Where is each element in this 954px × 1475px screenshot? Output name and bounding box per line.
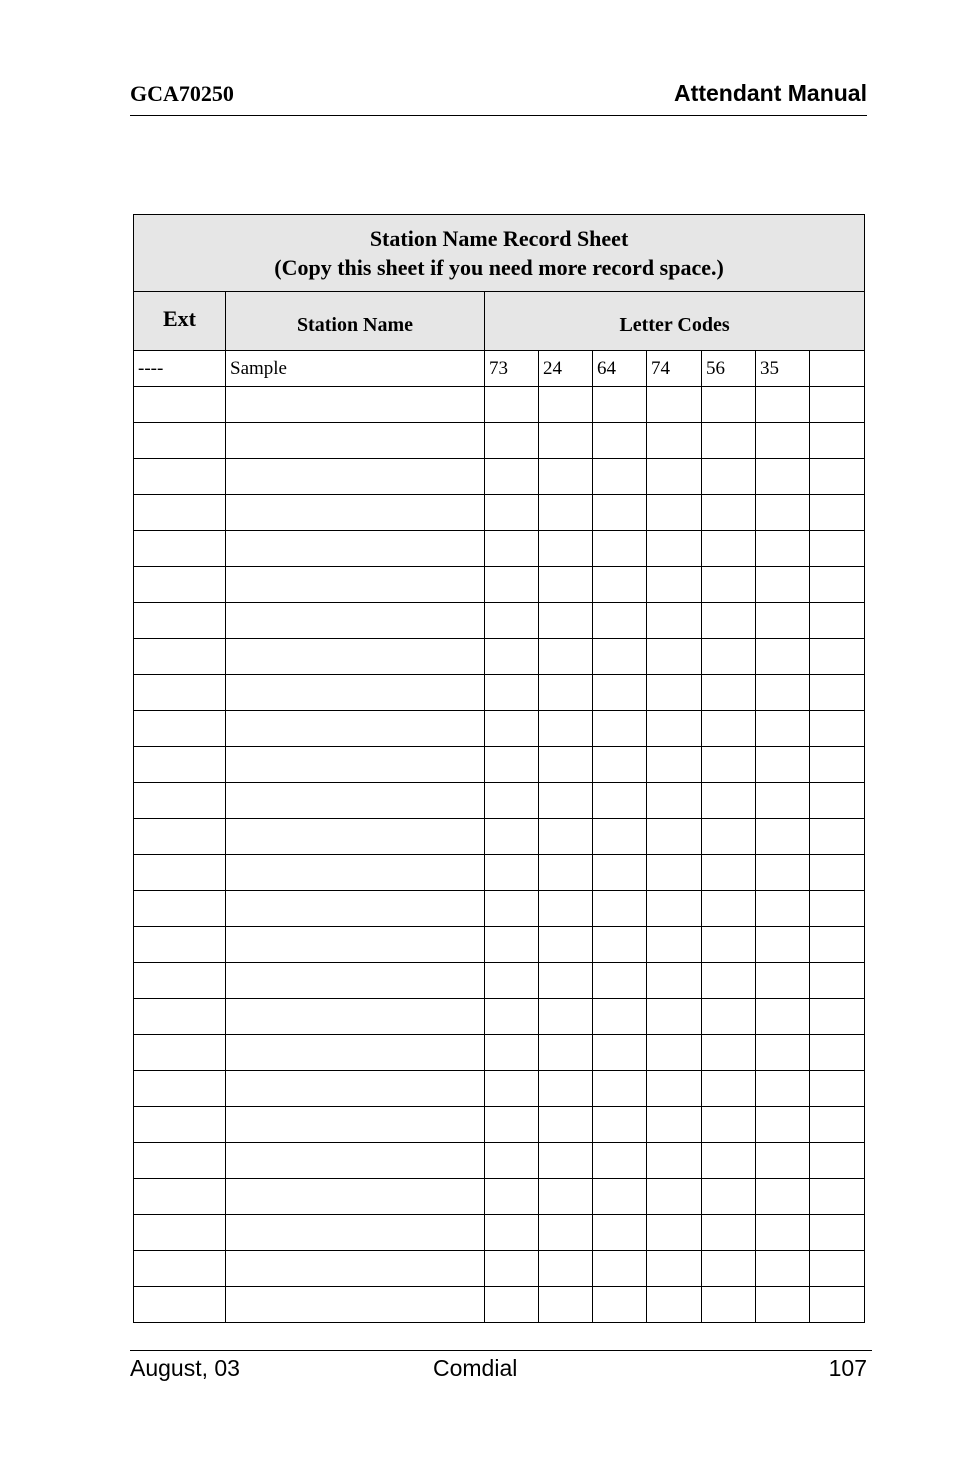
letter-code-cell [647,1215,702,1251]
letter-code-cell [539,1287,593,1323]
page-number: 107 [828,1355,867,1381]
station-name-cell [226,891,485,927]
letter-code-cell [485,1179,539,1215]
letter-code-cell [702,495,756,531]
ext-cell [134,459,226,495]
letter-code-cell [647,423,702,459]
ext-cell [134,819,226,855]
letter-code-cell [485,1035,539,1071]
letter-code-cell [702,855,756,891]
letter-code-cell [647,1035,702,1071]
ext-cell [134,1251,226,1287]
letter-code-cell [810,495,865,531]
letter-code-cell [539,495,593,531]
record-row [134,675,865,711]
station-name-cell [226,1251,485,1287]
letter-code-cell [756,963,810,999]
letter-code-cell [539,711,593,747]
letter-code-cell [647,927,702,963]
letter-code-cell [593,387,647,423]
letter-code-cell [593,495,647,531]
letter-code-cell [647,639,702,675]
letter-code-cell [756,1215,810,1251]
header-divider [130,115,867,116]
letter-code-cell [485,1287,539,1323]
record-row [134,531,865,567]
station-name-cell [226,1179,485,1215]
letter-code-cell [810,891,865,927]
letter-code-cell [593,1071,647,1107]
letter-code-cell [539,819,593,855]
letter-code-cell [539,1215,593,1251]
ext-cell [134,603,226,639]
letter-code-cell [593,639,647,675]
station-name-cell [226,603,485,639]
letter-code-cell [756,1071,810,1107]
record-row [134,1143,865,1179]
letter-code-cell [756,495,810,531]
sample-station-name: Sample [226,351,485,387]
ext-cell [134,1071,226,1107]
ext-cell [134,891,226,927]
letter-code-cell [810,855,865,891]
letter-code-cell [756,927,810,963]
record-row [134,459,865,495]
record-row [134,891,865,927]
letter-code-cell [810,999,865,1035]
letter-code-cell [702,1287,756,1323]
letter-code-cell [593,999,647,1035]
station-name-cell [226,1215,485,1251]
sample-code-2: 24 [539,351,593,387]
record-row [134,747,865,783]
station-name-cell [226,999,485,1035]
letter-code-cell [485,855,539,891]
letter-code-cell [485,747,539,783]
ext-cell [134,495,226,531]
ext-cell [134,387,226,423]
letter-code-cell [593,1251,647,1287]
record-row [134,1215,865,1251]
letter-code-cell [702,783,756,819]
sheet-title-line-2: (Copy this sheet if you need more record space.) [274,255,724,280]
letter-code-cell [756,1287,810,1323]
sample-code-4: 74 [647,351,702,387]
letter-code-cell [647,855,702,891]
letter-code-cell [810,1251,865,1287]
letter-code-cell [647,603,702,639]
station-name-cell [226,495,485,531]
station-name-cell [226,675,485,711]
letter-code-cell [539,531,593,567]
letter-code-cell [810,639,865,675]
station-name-cell [226,819,485,855]
station-name-cell [226,1287,485,1323]
letter-code-cell [810,1035,865,1071]
ext-cell [134,783,226,819]
letter-code-cell [485,387,539,423]
letter-code-cell [756,1035,810,1071]
letter-code-cell [539,1035,593,1071]
letter-code-cell [485,999,539,1035]
letter-code-cell [647,1143,702,1179]
letter-code-cell [810,927,865,963]
letter-code-cell [647,747,702,783]
ext-column-header: Ext [134,292,226,351]
sample-ext: ---- [134,351,226,387]
letter-code-cell [485,675,539,711]
letter-code-cell [810,747,865,783]
letter-code-cell [539,1251,593,1287]
station-name-record-sheet [133,214,865,1323]
letter-code-cell [485,1143,539,1179]
letter-code-cell [485,1215,539,1251]
letter-code-cell [702,1035,756,1071]
sample-code-1: 73 [485,351,539,387]
sheet-title-line-1: Station Name Record Sheet [369,226,629,251]
letter-code-cell [810,1071,865,1107]
letter-code-cell [756,747,810,783]
record-row [134,639,865,675]
letter-code-cell [539,783,593,819]
ext-cell [134,711,226,747]
ext-cell [134,747,226,783]
station-name-cell [226,927,485,963]
station-name-cell [226,855,485,891]
letter-code-cell [485,891,539,927]
letter-code-cell [756,855,810,891]
letter-code-cell [756,711,810,747]
letter-code-cell [756,459,810,495]
letter-code-cell [593,963,647,999]
record-row [134,387,865,423]
sample-code-6: 35 [756,351,810,387]
record-row [134,1179,865,1215]
letter-code-cell [539,1071,593,1107]
letter-code-cell [539,891,593,927]
sample-code-7 [810,351,865,387]
sheet-title [134,215,865,292]
letter-code-cell [702,1179,756,1215]
sample-code-3: 64 [593,351,647,387]
record-row [134,1251,865,1287]
letter-code-cell [756,675,810,711]
letter-code-cell [593,891,647,927]
letter-code-cell [539,567,593,603]
letter-code-cell [647,711,702,747]
letter-code-cell [593,747,647,783]
record-row [134,1035,865,1071]
sample-row [134,351,865,387]
station-name-cell [226,639,485,675]
letter-code-cell [756,819,810,855]
document-code: GCA70250 [130,81,234,106]
letter-code-cell [593,783,647,819]
letter-code-cell [647,1107,702,1143]
letter-code-cell [485,495,539,531]
letter-code-cell [810,1215,865,1251]
letter-code-cell [756,603,810,639]
letter-code-cell [485,459,539,495]
record-row [134,711,865,747]
letter-code-cell [593,531,647,567]
letter-code-cell [593,1107,647,1143]
letter-code-cell [756,567,810,603]
letter-code-cell [810,1179,865,1215]
record-row [134,819,865,855]
ext-cell [134,1215,226,1251]
letter-code-cell [647,783,702,819]
ext-cell [134,1107,226,1143]
letter-code-cell [810,819,865,855]
record-row [134,927,865,963]
letter-code-cell [647,459,702,495]
letter-code-cell [647,495,702,531]
letter-code-cell [702,639,756,675]
ext-cell [134,927,226,963]
letter-code-cell [485,1071,539,1107]
letter-code-cell [702,819,756,855]
letter-code-cell [485,1107,539,1143]
record-row [134,1071,865,1107]
letter-code-cell [647,1251,702,1287]
letter-code-cell [702,711,756,747]
station-name-cell [226,1071,485,1107]
letter-code-cell [593,567,647,603]
letter-code-cell [756,1251,810,1287]
letter-code-cell [756,423,810,459]
ext-cell [134,675,226,711]
ext-cell [134,639,226,675]
letter-code-cell [647,963,702,999]
letter-code-cell [647,1179,702,1215]
letter-code-cell [485,1251,539,1287]
letter-code-cell [485,711,539,747]
letter-code-cell [702,567,756,603]
letter-code-cell [702,963,756,999]
letter-code-cell [485,567,539,603]
letter-code-cell [702,1215,756,1251]
record-row [134,783,865,819]
letter-code-cell [810,675,865,711]
record-row [134,495,865,531]
sample-code-5: 56 [702,351,756,387]
letter-code-cell [539,459,593,495]
letter-code-cell [810,423,865,459]
letter-code-cell [810,1143,865,1179]
letter-code-cell [485,819,539,855]
station-name-cell [226,1035,485,1071]
letter-code-cell [539,1143,593,1179]
letter-code-cell [593,1215,647,1251]
record-row [134,567,865,603]
letter-code-cell [593,1035,647,1071]
letter-code-cell [702,603,756,639]
letter-code-cell [593,675,647,711]
letter-code-cell [702,423,756,459]
letter-code-cell [756,783,810,819]
ext-cell [134,1287,226,1323]
ext-cell [134,567,226,603]
letter-code-cell [593,603,647,639]
letter-code-cell [810,783,865,819]
letter-code-cell [647,675,702,711]
letter-code-cell [702,999,756,1035]
station-name-cell [226,459,485,495]
letter-code-cell [539,855,593,891]
record-row [134,1287,865,1323]
letter-code-cell [702,891,756,927]
ext-cell [134,531,226,567]
letter-code-cell [702,531,756,567]
letter-code-cell [593,855,647,891]
letter-code-cell [810,567,865,603]
letter-code-cell [702,1143,756,1179]
record-row [134,1107,865,1143]
letter-codes-column-header: Letter Codes [485,292,865,351]
letter-code-cell [593,423,647,459]
letter-code-cell [485,603,539,639]
ext-cell [134,855,226,891]
record-row [134,963,865,999]
letter-code-cell [756,999,810,1035]
letter-code-cell [756,639,810,675]
letter-code-cell [485,531,539,567]
footer-divider [130,1350,872,1351]
letter-code-cell [756,1107,810,1143]
station-name-cell [226,1143,485,1179]
letter-code-cell [647,1071,702,1107]
ext-cell [134,963,226,999]
record-row [134,855,865,891]
letter-code-cell [810,711,865,747]
station-name-column-header: Station Name [226,292,485,351]
record-row [134,603,865,639]
ext-cell [134,1179,226,1215]
record-row [134,999,865,1035]
letter-code-cell [810,963,865,999]
letter-code-cell [593,927,647,963]
letter-code-cell [702,675,756,711]
letter-code-cell [485,423,539,459]
letter-code-cell [539,927,593,963]
footer-company: Comdial [433,1355,518,1381]
letter-code-cell [539,423,593,459]
station-name-cell [226,747,485,783]
letter-code-cell [702,747,756,783]
letter-code-cell [810,387,865,423]
letter-code-cell [756,1179,810,1215]
letter-code-cell [539,675,593,711]
letter-code-cell [810,603,865,639]
station-name-cell [226,567,485,603]
letter-code-cell [539,639,593,675]
station-name-cell [226,783,485,819]
letter-code-cell [702,1251,756,1287]
letter-code-cell [810,1287,865,1323]
letter-code-cell [485,639,539,675]
letter-code-cell [539,963,593,999]
letter-code-cell [485,927,539,963]
letter-code-cell [593,1179,647,1215]
letter-code-cell [593,1287,647,1323]
letter-code-cell [756,1143,810,1179]
letter-code-cell [539,387,593,423]
letter-code-cell [539,999,593,1035]
letter-code-cell [702,1107,756,1143]
letter-code-cell [485,963,539,999]
station-name-cell [226,423,485,459]
letter-code-cell [810,459,865,495]
letter-code-cell [593,819,647,855]
letter-code-cell [647,819,702,855]
letter-code-cell [702,1071,756,1107]
letter-code-cell [702,387,756,423]
letter-code-cell [593,711,647,747]
letter-code-cell [702,459,756,495]
letter-code-cell [756,387,810,423]
letter-code-cell [593,459,647,495]
letter-code-cell [647,999,702,1035]
station-name-cell [226,711,485,747]
letter-code-cell [810,1107,865,1143]
station-name-cell [226,387,485,423]
letter-code-cell [810,531,865,567]
station-name-cell [226,1107,485,1143]
ext-cell [134,423,226,459]
letter-code-cell [539,603,593,639]
manual-title: Attendant Manual [674,80,867,106]
letter-code-cell [647,567,702,603]
ext-cell [134,1143,226,1179]
letter-code-cell [539,1107,593,1143]
letter-code-cell [539,1179,593,1215]
ext-cell [134,999,226,1035]
letter-code-cell [756,891,810,927]
letter-code-cell [539,747,593,783]
record-row [134,423,865,459]
letter-code-cell [647,891,702,927]
letter-code-cell [702,927,756,963]
letter-code-cell [485,783,539,819]
letter-code-cell [647,1287,702,1323]
letter-code-cell [593,1143,647,1179]
station-name-cell [226,963,485,999]
letter-code-cell [647,531,702,567]
letter-code-cell [647,387,702,423]
letter-code-cell [756,531,810,567]
ext-cell [134,1035,226,1071]
footer-date: August, 03 [130,1355,240,1381]
station-name-cell [226,531,485,567]
